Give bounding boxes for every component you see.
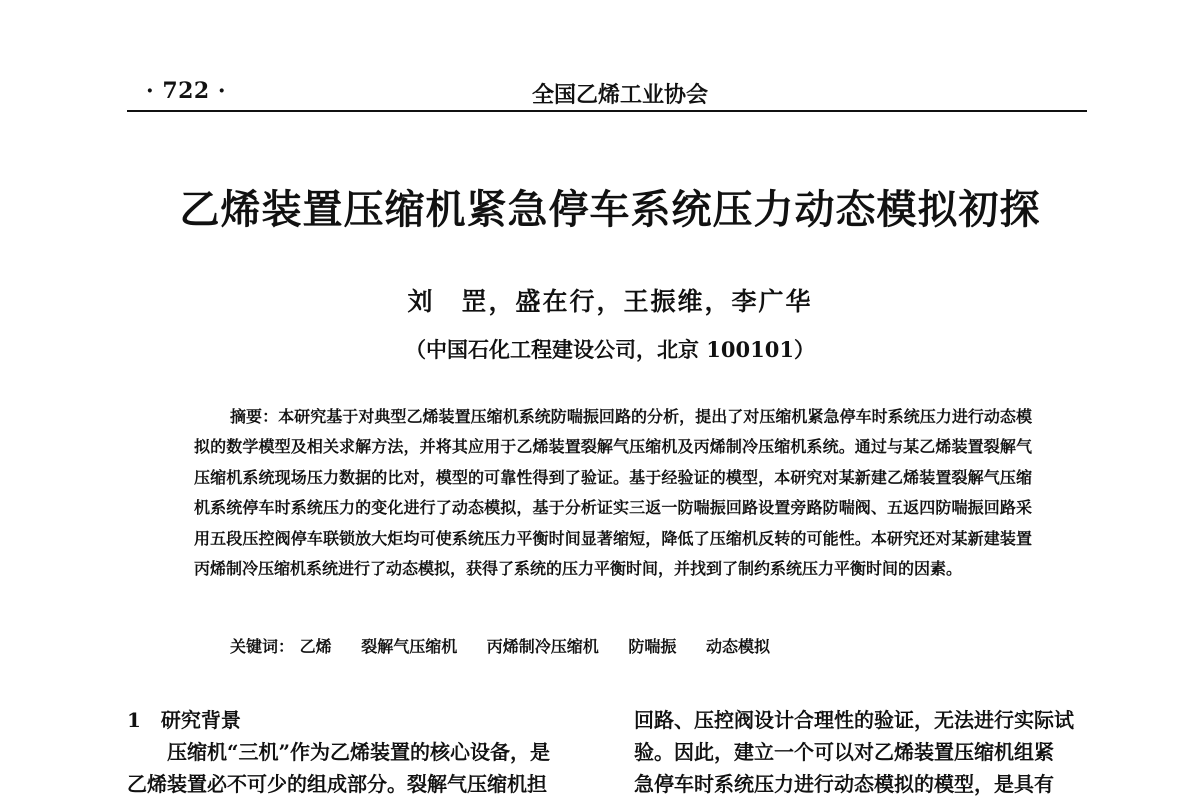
keyword-item: 丙烯制冷压缩机 xyxy=(486,637,599,656)
body-line: 回路、压控阀设计合理性的验证，无法进行实际试 xyxy=(634,708,1074,732)
abstract-label: 摘要： xyxy=(230,407,279,426)
running-head: 全国乙烯工业协会 xyxy=(531,82,708,108)
keyword-item: 防喘振 xyxy=(628,637,677,656)
header-rule xyxy=(127,110,1087,112)
body-line: 压缩机“三机”作为乙烯装置的核心设备，是 xyxy=(167,740,551,764)
body-column-left xyxy=(127,736,597,800)
abstract-text: 本研究基于对典型乙烯装置压缩机系统防喘振回路的分析，提出了对压缩机紧急停车时系统压力进行动态模拟的数学模型及相关求解方法，并将其应用于乙烯装置裂解气压缩机及丙烯制冷压缩机系统。通过与某乙烯装置裂解气压缩机系统现场压力数据的比对，模型的可靠性得到了验证。基于经验证的模型，本研究对某新建乙烯装置裂解气压缩机系统停车时系统压力的变化进行了动态模拟，基于分析证实三返一防喘振回路设置旁路防喘阀、五返四防喘振回路采用五段压控阀停车联锁放大炬均可使系统压力平衡时间显著缩短，降低了压缩机反转的可能性。本研究还对某新建装置丙烯制冷压缩机系统进行了动态模拟，获得了系统的压力平衡时间，并找到了制约系统压力平衡时间的因素。 xyxy=(194,407,1032,579)
section-heading: 1 研究背景 xyxy=(127,708,241,732)
keyword-item: 乙烯 xyxy=(299,637,332,656)
body-column-right xyxy=(634,704,1094,800)
body-line: 急停车时系统压力进行动态模拟的模型，是具有 xyxy=(634,772,1054,796)
author-list: 刘 罡，盛在行，王振维，李广华 xyxy=(407,287,813,316)
keyword-item: 动态模拟 xyxy=(705,637,770,656)
body-line: 乙烯装置必不可少的组成部分。裂解气压缩机担 xyxy=(127,772,547,796)
keywords-label: 关键词： xyxy=(230,637,295,656)
affiliation: （中国石化工程建设公司，北京 100101） xyxy=(405,337,815,362)
keywords xyxy=(230,634,1030,657)
abstract xyxy=(194,402,1032,584)
page-number: · 722 · xyxy=(146,78,227,104)
keyword-item: 裂解气压缩机 xyxy=(361,637,458,656)
body-line: 验。因此，建立一个可以对乙烯装置压缩机组紧 xyxy=(634,740,1054,764)
paper-title: 乙烯装置压缩机紧急停车系统压力动态模拟初探 xyxy=(179,187,1041,233)
